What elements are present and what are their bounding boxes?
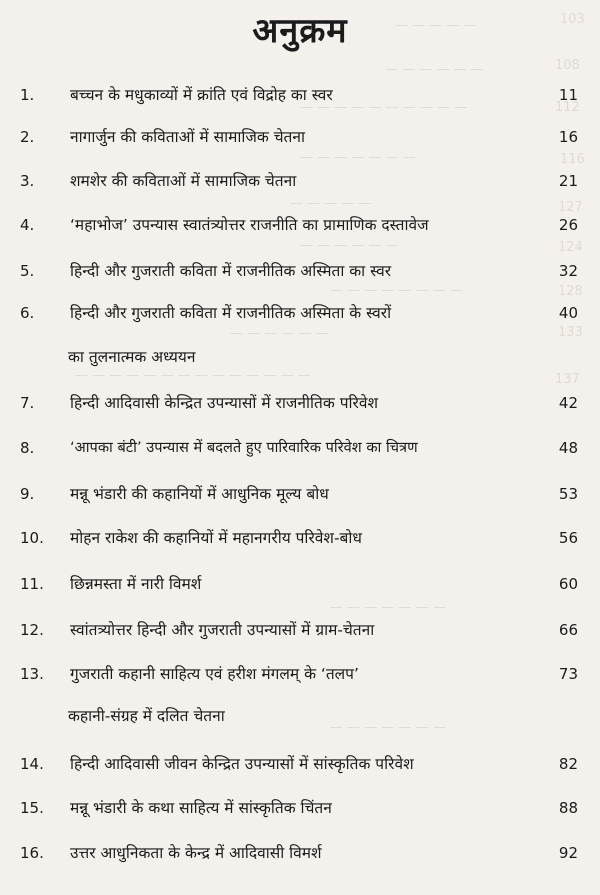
entry-number: 5. bbox=[20, 262, 35, 280]
entry-number: 16. bbox=[20, 844, 44, 862]
entry-title: उत्तर आधुनिकता के केन्द्र में आदिवासी विमर्श bbox=[70, 844, 322, 862]
toc-entry-9 bbox=[0, 484, 600, 524]
entry-number: 14. bbox=[20, 755, 44, 773]
entry-number: 3. bbox=[20, 172, 35, 190]
toc-entry-4 bbox=[0, 215, 600, 255]
entry-number: 10. bbox=[20, 529, 44, 547]
toc-entry-10 bbox=[0, 528, 600, 568]
entry-title: मन्नू भंडारी के कथा साहित्य में सांस्कृतिक चिंतन bbox=[70, 799, 332, 817]
toc-entry-15 bbox=[0, 798, 600, 838]
toc-entry-3 bbox=[0, 171, 600, 211]
toc-entry-2 bbox=[0, 127, 600, 167]
entry-page: 32 bbox=[558, 262, 578, 280]
entry-title: गुजराती कहानी साहित्य एवं हरीश मंगलम् के ‘तलप’ bbox=[70, 665, 359, 683]
entry-number: 4. bbox=[20, 216, 35, 234]
toc-entry-7 bbox=[0, 393, 600, 433]
entry-number: 7. bbox=[20, 394, 35, 412]
entry-page: 21 bbox=[558, 172, 578, 190]
entry-title: मोहन राकेश की कहानियों में महानगरीय परिवेश-बोध bbox=[70, 529, 362, 547]
entry-title: ‘आपका बंटी’ उपन्यास में बदलते हुए पारिवारिक परिवेश का चित्रण bbox=[70, 439, 418, 456]
entry-page: 56 bbox=[558, 529, 578, 547]
entry-number: 13. bbox=[20, 665, 44, 683]
show-through-text: — — — — — 103 — — — — — — 108 — — — — — — — — — — 112 — — — — — — — 116 — — — — — 127 — — — — — — 124 — — — — — — — — 128 — — — — — — 133 — — — — — — — — — — — — — — 137 — — — — — — — — — — — — — — bbox=[75, 12, 585, 735]
entry-title: नागार्जुन की कविताओं में सामाजिक चेतना bbox=[70, 128, 306, 146]
entry-page: 73 bbox=[558, 665, 578, 683]
entry-page: 53 bbox=[558, 485, 578, 503]
toc-entry-14 bbox=[0, 754, 600, 794]
entry-number: 12. bbox=[20, 621, 44, 639]
entry-page: 16 bbox=[558, 128, 578, 146]
entry-page: 40 bbox=[558, 304, 578, 322]
toc-entry-8 bbox=[0, 438, 600, 478]
entry-page: 42 bbox=[558, 394, 578, 412]
entry-page: 48 bbox=[558, 439, 578, 457]
toc-entry-6 bbox=[0, 303, 600, 383]
toc-entry-13 bbox=[0, 664, 600, 744]
toc-entry-16 bbox=[0, 843, 600, 883]
entry-number: 6. bbox=[20, 304, 35, 322]
entry-title: मन्नू भंडारी की कहानियों में आधुनिक मूल्य बोध bbox=[70, 485, 329, 503]
entry-title: स्वांतत्र्योत्तर हिन्दी और गुजराती उपन्यासों में ग्राम-चेतना bbox=[70, 621, 375, 639]
entry-number: 1. bbox=[20, 86, 35, 104]
toc-entry-11 bbox=[0, 574, 600, 614]
entry-page: 66 bbox=[558, 621, 578, 639]
entry-page: 26 bbox=[558, 216, 578, 234]
toc-title: अनुक्रम bbox=[252, 11, 348, 51]
entry-title-continued: कहानी-संग्रह में दलित चेतना bbox=[68, 707, 225, 725]
entry-title: हिन्दी आदिवासी केन्द्रित उपन्यासों में राजनीतिक परिवेश bbox=[70, 394, 379, 412]
toc-entry-12 bbox=[0, 620, 600, 660]
toc-entry-1 bbox=[0, 85, 600, 125]
entry-title: बच्चन के मधुकाव्यों में क्रांति एवं विद्रोह का स्वर bbox=[70, 86, 333, 104]
entry-title: शमशेर की कविताओं में सामाजिक चेतना bbox=[70, 172, 297, 190]
entry-title-continued: का तुलनात्मक अध्ययन bbox=[68, 348, 196, 366]
entry-page: 11 bbox=[558, 86, 578, 104]
entry-title: ‘महाभोज’ उपन्यास स्वातंत्र्योत्तर राजनीति का प्रामाणिक दस्तावेज bbox=[70, 216, 429, 234]
entry-number: 2. bbox=[20, 128, 35, 146]
entry-title: छिन्नमस्ता में नारी विमर्श bbox=[70, 575, 202, 593]
entry-page: 92 bbox=[558, 844, 578, 862]
entry-title: हिन्दी और गुजराती कविता में राजनीतिक अस्मिता के स्वरों bbox=[70, 304, 392, 322]
entry-page: 88 bbox=[558, 799, 578, 817]
entry-title: हिन्दी और गुजराती कविता में राजनीतिक अस्मिता का स्वर bbox=[70, 262, 392, 280]
entry-number: 15. bbox=[20, 799, 44, 817]
entry-page: 60 bbox=[558, 575, 578, 593]
entry-number: 8. bbox=[20, 439, 35, 457]
entry-number: 11. bbox=[20, 575, 44, 593]
entry-title: हिन्दी आदिवासी जीवन केन्द्रित उपन्यासों में सांस्कृतिक परिवेश bbox=[70, 755, 414, 773]
entry-page: 82 bbox=[558, 755, 578, 773]
toc-entry-5 bbox=[0, 261, 600, 301]
entry-number: 9. bbox=[20, 485, 35, 503]
